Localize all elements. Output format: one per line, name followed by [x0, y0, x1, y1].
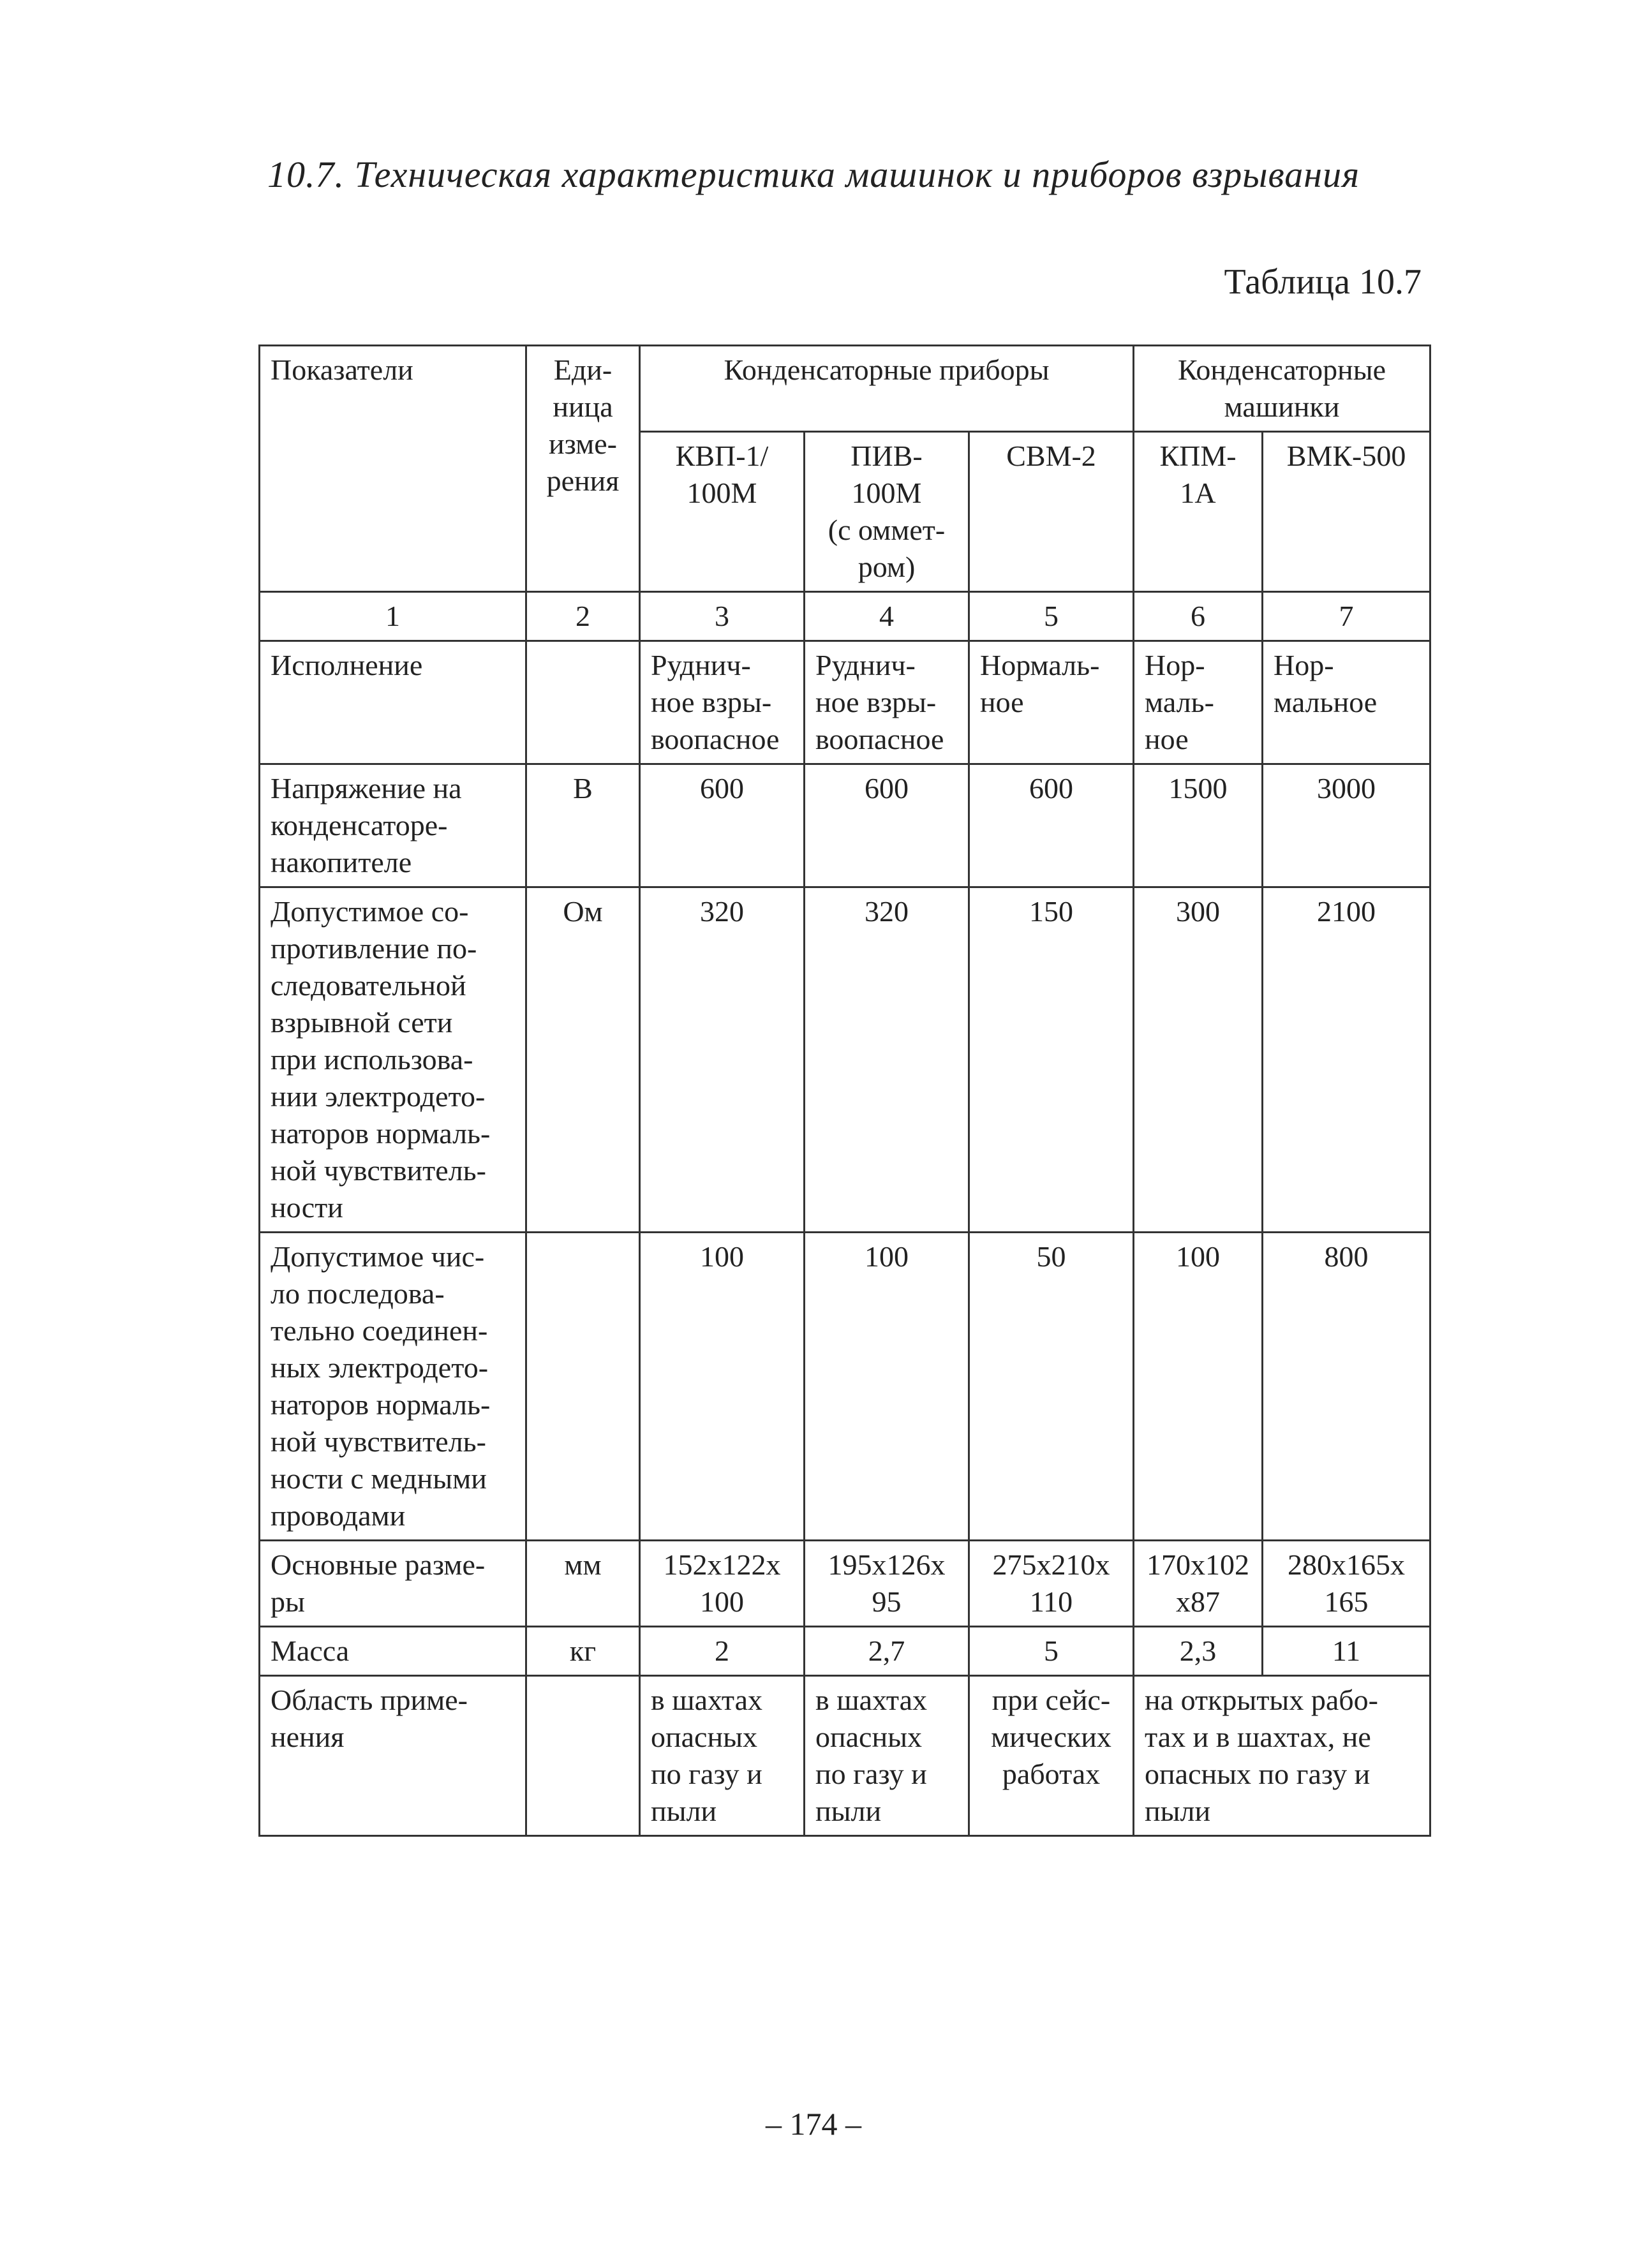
row-value: 152x122x 100 [640, 1541, 805, 1627]
row-label: Основные разме- ры [260, 1541, 526, 1627]
column-number: 2 [526, 592, 640, 641]
row-unit: кг [526, 1627, 640, 1676]
row-value: 600 [969, 764, 1134, 887]
row-value: 800 [1263, 1233, 1430, 1541]
row-value: 2,3 [1134, 1627, 1263, 1676]
application-value: при сейс- мических работах [969, 1676, 1134, 1836]
row-value: Руднич- ное взры- воопасное [805, 641, 969, 764]
application-value: в шахтах опасных по газу и пыли [805, 1676, 969, 1836]
row-value: 100 [805, 1233, 969, 1541]
header-group-machines: Конденсаторные машинки [1134, 346, 1430, 432]
row-unit: Ом [526, 887, 640, 1233]
row-value: Нор- мальное [1263, 641, 1430, 764]
row-value: 275x210x 110 [969, 1541, 1134, 1627]
row-value: 2,7 [805, 1627, 969, 1676]
row-value: 100 [640, 1233, 805, 1541]
row-value: 1500 [1134, 764, 1263, 887]
row-label: Масса [260, 1627, 526, 1676]
header-model: СВМ-2 [969, 432, 1134, 592]
row-value: 2100 [1263, 887, 1430, 1233]
header-model: КПМ- 1А [1134, 432, 1263, 592]
column-number: 1 [260, 592, 526, 641]
application-label: Область приме- нения [260, 1676, 526, 1836]
header-unit: Еди- ница изме- рения [526, 346, 640, 592]
header-indicators: Показатели [260, 346, 526, 592]
row-value: 600 [640, 764, 805, 887]
page-number: – 174 – [766, 2106, 861, 2142]
column-number: 7 [1263, 592, 1430, 641]
row-unit [526, 641, 640, 764]
row-value: 5 [969, 1627, 1134, 1676]
row-label: Напряжение на конденсаторе- накопителе [260, 764, 526, 887]
row-value: 11 [1263, 1627, 1430, 1676]
row-value: 3000 [1263, 764, 1430, 887]
application-value: в шахтах опасных по газу и пыли [640, 1676, 805, 1836]
header-model: ВМК-500 [1263, 432, 1430, 592]
column-number: 6 [1134, 592, 1263, 641]
row-value: 2 [640, 1627, 805, 1676]
application-value: на открытых рабо- тах и в шахтах, не опасных по газу и пыли [1134, 1676, 1430, 1836]
column-number: 4 [805, 592, 969, 641]
header-model: КВП-1/ 100М [640, 432, 805, 592]
row-value: Нормаль- ное [969, 641, 1134, 764]
header-model: ПИВ- 100М (с оммет- ром) [805, 432, 969, 592]
row-value: 280x165x 165 [1263, 1541, 1430, 1627]
row-value: 100 [1134, 1233, 1263, 1541]
application-unit [526, 1676, 640, 1836]
row-value: 170x102 x87 [1134, 1541, 1263, 1627]
row-value: Руднич- ное взры- воопасное [640, 641, 805, 764]
row-value: 150 [969, 887, 1134, 1233]
row-label: Допустимое со- противление по- следовательной взрывной сети при использова- нии электродето- наторов нормаль- ной чувствитель- ности [260, 887, 526, 1233]
row-label: Исполнение [260, 641, 526, 764]
row-value: 320 [805, 887, 969, 1233]
row-value: 300 [1134, 887, 1263, 1233]
spec-table [258, 345, 1431, 1837]
column-number: 5 [969, 592, 1134, 641]
row-value: 50 [969, 1233, 1134, 1541]
row-label: Допустимое чис- ло последова- тельно соединен- ных электродето- наторов нормаль- ной чувствитель- ности с медными проводами [260, 1233, 526, 1541]
row-value: 320 [640, 887, 805, 1233]
row-value: Нор- маль- ное [1134, 641, 1263, 764]
table-label: Таблица 10.7 [1224, 262, 1422, 302]
row-unit: мм [526, 1541, 640, 1627]
row-value: 195x126x 95 [805, 1541, 969, 1627]
header-group-devices: Конденсаторные приборы [640, 346, 1134, 432]
row-unit [526, 1233, 640, 1541]
column-number: 3 [640, 592, 805, 641]
row-unit: В [526, 764, 640, 887]
row-value: 600 [805, 764, 969, 887]
table-heading: 10.7. Техническая характеристика машинок и приборов взрывания [267, 154, 1360, 195]
